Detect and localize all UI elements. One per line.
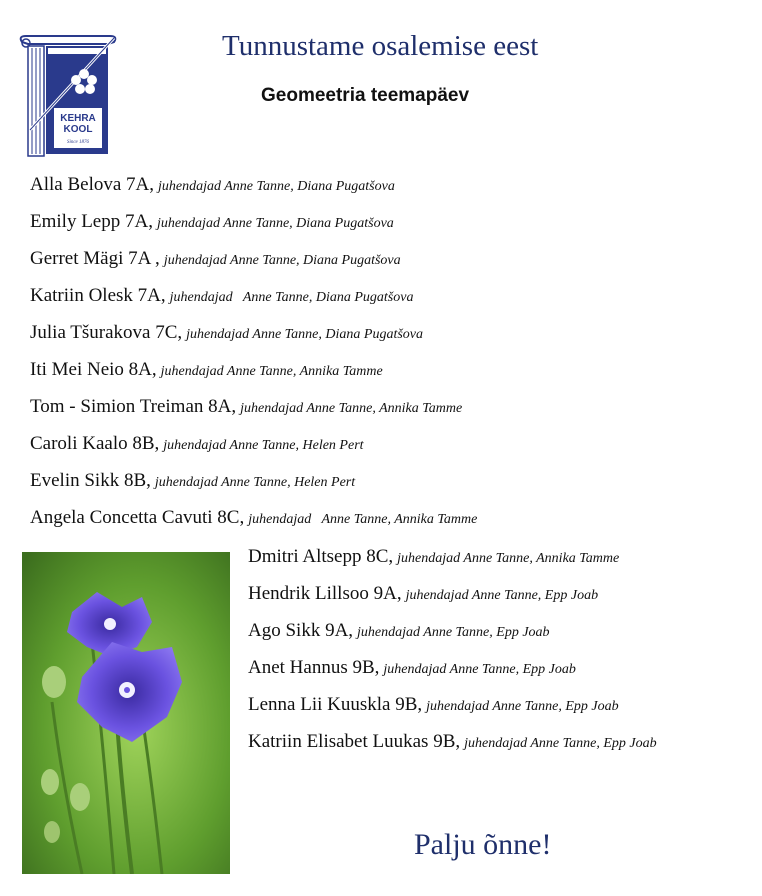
participant-supervisors: juhendajad Anne Tanne, Annika Tamme [397, 551, 620, 566]
participant-supervisors: juhendajad Anne Tanne, Helen Pert [154, 475, 356, 490]
logo-text-1: KEHRA [60, 113, 96, 124]
participant-supervisors: juhendajad Anne Tanne, Diana Pugatšova [169, 290, 414, 305]
participant-name: Tom - Simion Treiman 8A, [30, 396, 237, 417]
participant-name: Angela Concetta Cavuti 8C, [30, 507, 245, 528]
participant-name: Emily Lepp 7A, [30, 211, 153, 232]
participant-name: Lenna Lii Kuuskla 9B, [248, 694, 423, 715]
participant-supervisors: juhendajad Anne Tanne, Diana Pugatšova [186, 327, 423, 342]
participant-supervisors: juhendajad Anne Tanne, Epp Joab [357, 625, 550, 640]
participant-supervisors: juhendajad Anne Tanne, Epp Joab [464, 736, 657, 751]
participant-supervisors: juhendajad Anne Tanne, Diana Pugatšova [158, 179, 395, 194]
bellflower-image [22, 552, 230, 874]
participant-entry [30, 468, 477, 505]
participant-entry [30, 431, 477, 468]
participant-name: Ago Sikk 9A, [248, 620, 354, 641]
participant-entry [248, 692, 657, 729]
participant-entry [30, 394, 477, 431]
participant-supervisors: juhendajad Anne Tanne, Helen Pert [163, 438, 364, 453]
participant-entry [30, 246, 477, 283]
participant-name: Katriin Elisabet Luukas 9B, [248, 731, 461, 752]
participant-entry [248, 544, 657, 581]
participant-name: Julia Tšurakova 7C, [30, 322, 183, 343]
participant-name: Gerret Mägi 7A , [30, 248, 160, 269]
page-title: Tunnustame osalemise eest [222, 30, 539, 62]
closing-greeting: Palju õnne! [414, 828, 552, 861]
participant-name: Evelin Sikk 8B, [30, 470, 151, 491]
participant-supervisors: juhendajad Anne Tanne, Diana Pugatšova [156, 216, 394, 231]
participant-name: Katriin Olesk 7A, [30, 285, 166, 306]
participant-entry [30, 320, 477, 357]
participant-supervisors: juhendajad Anne Tanne, Diana Pugatšova [163, 253, 401, 268]
participant-entry [248, 729, 657, 766]
participants-list-top [30, 172, 477, 542]
participant-supervisors: juhendajad Anne Tanne, Annika Tamme [248, 512, 478, 527]
participant-name: Alla Belova 7A, [30, 174, 155, 195]
participant-supervisors: juhendajad Anne Tanne, Annika Tamme [240, 401, 463, 416]
participant-supervisors: juhendajad Anne Tanne, Annika Tamme [160, 364, 383, 379]
participant-name: Iti Mei Neio 8A, [30, 359, 157, 380]
participants-list-bottom [248, 544, 657, 766]
participant-entry [248, 618, 657, 655]
participant-name: Caroli Kaalo 8B, [30, 433, 160, 454]
school-logo [18, 34, 118, 160]
participant-entry [30, 172, 477, 209]
participant-name: Dmitri Altsepp 8C, [248, 546, 394, 567]
logo-text-2: KOOL [63, 124, 93, 135]
participant-entry [248, 581, 657, 618]
participant-entry [30, 357, 477, 394]
participant-entry [30, 505, 477, 542]
participant-supervisors: juhendajad Anne Tanne, Epp Joab [405, 588, 599, 603]
participant-entry [248, 655, 657, 692]
participant-supervisors: juhendajad Anne Tanne, Epp Joab [383, 662, 576, 677]
participant-entry [30, 283, 477, 320]
logo-text-small: Since 1876 [66, 140, 90, 145]
participant-name: Anet Hannus 9B, [248, 657, 380, 678]
participant-supervisors: juhendajad Anne Tanne, Epp Joab [426, 699, 619, 714]
participant-entry [30, 209, 477, 246]
page-subtitle: Geomeetria teemapäev [261, 85, 470, 106]
participant-name: Hendrik Lillsoo 9A, [248, 583, 402, 604]
